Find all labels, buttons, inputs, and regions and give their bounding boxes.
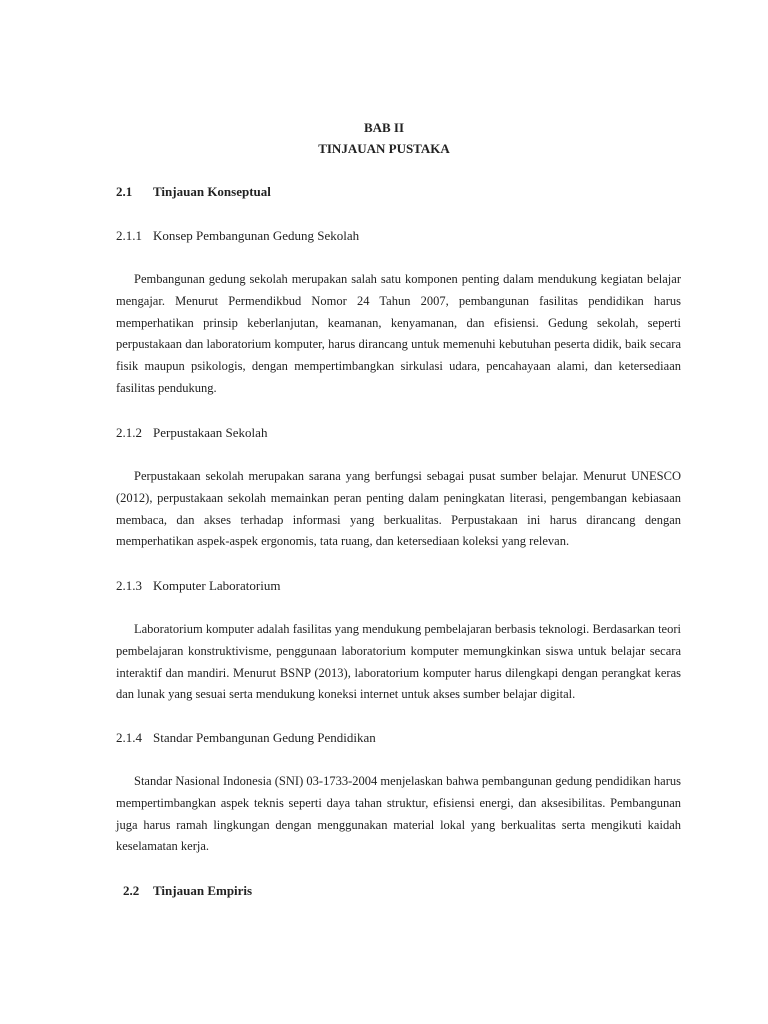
section-number: 2.1.3: [116, 578, 142, 593]
paragraph-2-1-4: Standar Nasional Indonesia (SNI) 03-1733-2004 menjelaskan bahwa pembangunan gedung pendidikan harus mempertimbangkan aspek teknis seperti daya tahan struktur, efisiensi energi, dan aksesibilitas. Pembangunan juga harus ramah lingkungan dengan menggunakan material lokal yang berkualitas serta mengikuti kaidah keselamatan kerja.: [116, 774, 681, 854]
section-number: 2.1: [116, 184, 133, 199]
section-title: Konsep Pembangunan Gedung Sekolah: [153, 228, 360, 243]
section-number: 2.2: [123, 883, 140, 898]
chapter-title: TINJAUAN PUSTAKA: [318, 141, 450, 156]
section-title: Perpustakaan Sekolah: [153, 425, 268, 440]
paragraph-2-1-1: Pembangunan gedung sekolah merupakan salah satu komponen penting dalam mendukung kegiatan belajar mengajar. Menurut Permendikbud Nomor 24 Tahun 2007, pembangunan fasilitas pendidikan harus memperhatikan prinsip keberlanjutan, keamanan, kenyamanan, dan efisiensi. Gedung sekolah, seperti perpustakaan dan laboratorium komputer, harus dirancang untuk memenuhi kebutuhan peserta didik, baik secara fisik maupun psikologis, dengan mempertimbangkan sirkulasi udara, pencahayaan alami, dan ketersediaan fasilitas pendukung.: [116, 272, 681, 395]
section-number: 2.1.1: [116, 228, 142, 243]
section-number: 2.1.4: [116, 730, 142, 745]
section-title: Standar Pembangunan Gedung Pendidikan: [153, 730, 376, 745]
chapter-number: BAB II: [363, 120, 405, 135]
paragraph-2-1-3: Laboratorium komputer adalah fasilitas yang mendukung pembelajaran berbasis teknologi. Berdasarkan teori pembelajaran konstruktivisme, penggunaan laboratorium komputer memungkinkan siswa untuk belajar secara interaktif dan mandiri. Menurut BSNP (2013), laboratorium komputer harus dilengkapi dengan perangkat keras dan lunak yang sesuai serta mendukung koneksi internet untuk akses sumber belajar digital.: [116, 622, 681, 702]
section-title: Komputer Laboratorium: [153, 578, 281, 593]
section-title: Tinjauan Konseptual: [153, 184, 271, 199]
paragraph-2-1-2: Perpustakaan sekolah merupakan sarana yang berfungsi sebagai pusat sumber belajar. Menurut UNESCO (2012), perpustakaan sekolah memainkan peran penting dalam peningkatan literasi, pengembangan kebiasaan membaca, dan akses terhadap informasi yang berkualitas. Perpustakaan ini harus dirancang dengan memperhatikan aspek-aspek ergonomis, tata ruang, dan ketersediaan koleksi yang relevan.: [116, 469, 681, 549]
section-number: 2.1.2: [116, 425, 142, 440]
section-title: Tinjauan Empiris: [153, 883, 253, 898]
